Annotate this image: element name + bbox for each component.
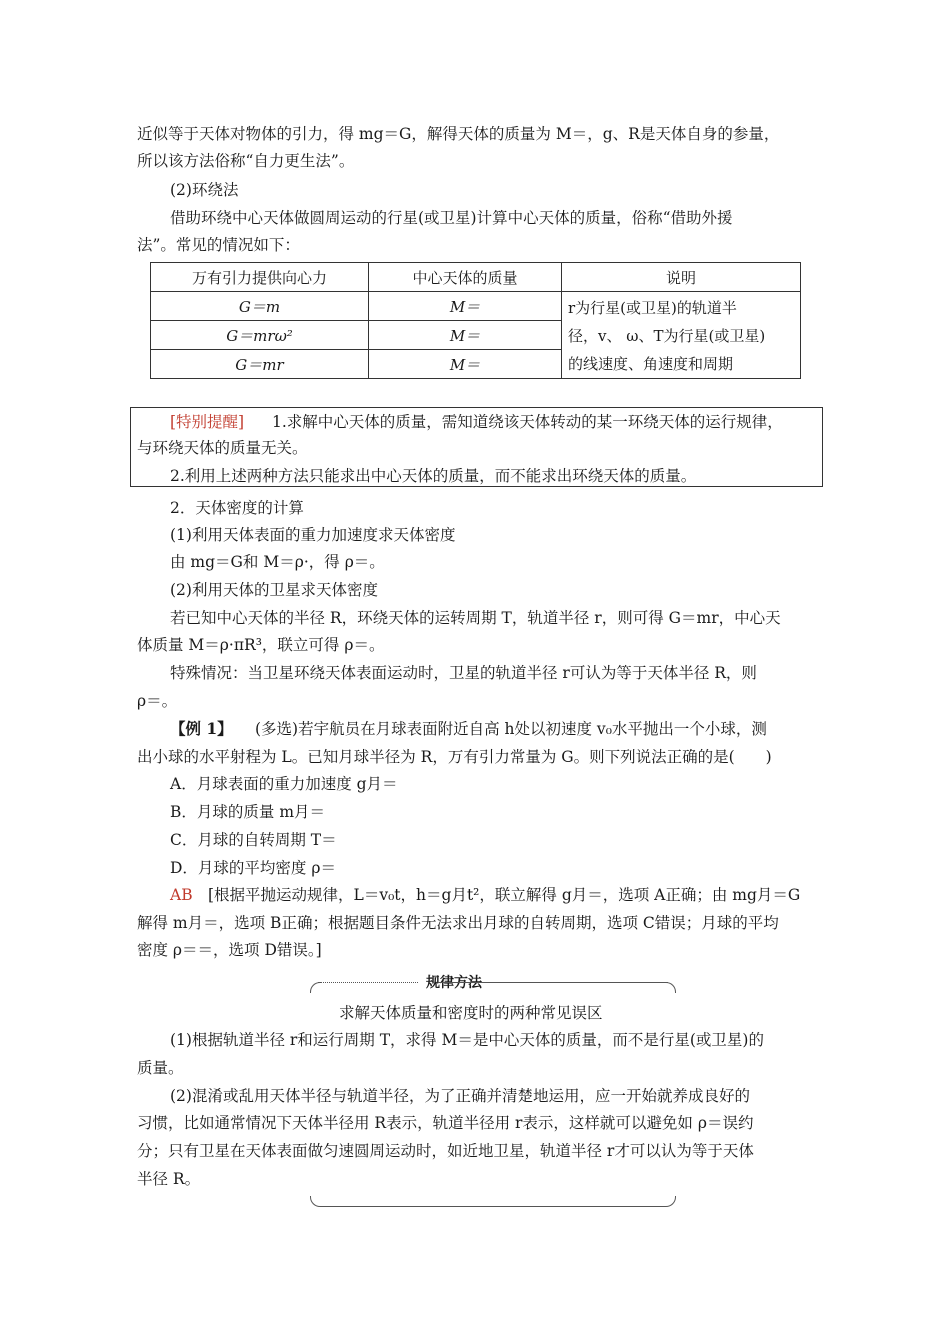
density-special-line-2: ρ＝。	[137, 692, 178, 710]
orbit-method-heading: (2)环绕法	[170, 181, 239, 199]
reminder-line-3: 2.利用上述两种方法只能求出中心天体的质量，而不能求出环绕天体的质量。	[170, 467, 697, 485]
table-header-mass: 中心天体的质量	[369, 263, 562, 292]
density-sub-2-line-2: 体质量 M＝ρ·πR³，联立可得 ρ＝。	[137, 636, 385, 654]
method-box-bottom-rule	[310, 1196, 676, 1210]
example-option-b: B．月球的质量 m月＝	[170, 803, 326, 821]
orbit-method-line-2: 法”。常见的情况如下：	[137, 236, 300, 254]
method-p1-line-2: 质量。	[137, 1059, 184, 1077]
table-note-line-2: 径，v、 ω、T为行星(或卫星)	[568, 327, 766, 345]
method-p2-line-1: (2)混淆或乱用天体半径与轨道半径，为了正确并清楚地运用，应一开始就养成良好的	[170, 1087, 750, 1105]
density-sub-1-formula: 由 mg＝G和 M＝ρ·，得 ρ＝。	[170, 553, 385, 571]
table-cell-force-1: G＝m	[151, 292, 369, 321]
intro-line-2: 所以该方法俗称“自力更生法”。	[137, 152, 355, 170]
table-note-line-1: r为行星(或卫星)的轨道半	[568, 299, 737, 317]
example-line-2: 出小球的水平射程为 L。已知月球半径为 R，万有引力常量为 G。则下列说法正确的是( )	[137, 748, 772, 766]
table-note-line-3: 的线速度、角速度和周期	[568, 355, 734, 373]
example-option-a: A．月球表面的重力加速度 g月＝	[170, 775, 398, 793]
density-sub-2-line-1: 若已知中心天体的半径 R，环绕天体的运转周期 T，轨道半径 r，则可得 G＝mr，中心天	[170, 609, 781, 627]
table-note	[562, 292, 801, 379]
density-special-line-1: 特殊情况：当卫星环绕天体表面运动时，卫星的轨道半径 r可认为等于天体半径 R，则	[170, 664, 757, 682]
reminder-line-2: 与环绕天体的质量无关。	[137, 439, 308, 457]
table-header-force: 万有引力提供向心力	[151, 263, 369, 292]
method-p2-line-3: 分；只有卫星在天体表面做匀速圆周运动时，如近地卫星，轨道半径 r才可以认为等于天体	[137, 1142, 754, 1160]
orbit-method-line-1: 借助环绕中心天体做圆周运动的行星(或卫星)计算中心天体的质量，俗称“借助外援	[170, 209, 733, 227]
example-answer: AB	[170, 886, 193, 904]
density-heading: 2．天体密度的计算	[170, 499, 304, 517]
reminder-line-1: 1.求解中心天体的质量，需知道绕该天体转动的某一环绕天体的运行规律，	[272, 413, 783, 431]
reminder-tag: [特别提醒]	[170, 413, 245, 431]
method-banner-title: 规律方法	[422, 972, 486, 992]
example-analysis-line-2: 解得 m月＝，选项 B正确；根据题目条件无法求出月球的自转周期，选项 C错误；月球的平均	[137, 914, 779, 932]
method-p2-line-4: 半径 R。	[137, 1170, 201, 1188]
example-analysis-line-1: [根据平抛运动规律，L＝v₀t，h＝g月t²，联立解得 g月＝，选项 A正确；由 mg月＝G	[208, 886, 801, 904]
formula-table	[150, 262, 801, 379]
table-header-note: 说明	[562, 263, 801, 292]
table-cell-mass-3: M＝	[369, 350, 562, 379]
example-analysis-line-3: 密度 ρ＝＝，选项 D错误。]	[137, 941, 322, 959]
density-sub-2: (2)利用天体的卫星求天体密度	[170, 581, 378, 599]
table-cell-mass-1: M＝	[369, 292, 562, 321]
method-p1-line-1: (1)根据轨道半径 r和运行周期 T，求得 M＝是中心天体的质量，而不是行星(或卫星)的	[170, 1031, 764, 1049]
table-cell-force-3: G＝mr	[151, 350, 369, 379]
intro-line-1: 近似等于天体对物体的引力，得 mg＝G，解得天体的质量为 M＝，g、R是天体自身的参量，	[137, 125, 780, 143]
table-cell-mass-2: M＝	[369, 321, 562, 350]
example-line-1: (多选)若宇航员在月球表面附近自高 h处以初速度 v₀水平抛出一个小球，测	[255, 720, 767, 738]
example-option-d: D．月球的平均密度 ρ＝	[170, 859, 336, 877]
method-banner	[310, 972, 676, 994]
method-p2-line-2: 习惯，比如通常情况下天体半径用 R表示，轨道半径用 r表示，这样就可以避免如 ρ＝误约	[137, 1114, 754, 1132]
method-title: 求解天体质量和密度时的两种常见误区	[339, 1004, 603, 1022]
example-option-c: C．月球的自转周期 T＝	[170, 831, 337, 849]
density-sub-1: (1)利用天体表面的重力加速度求天体密度	[170, 526, 456, 544]
example-tag: 【例 1】	[170, 719, 233, 738]
table-cell-force-2: G＝mrω²	[151, 321, 369, 350]
